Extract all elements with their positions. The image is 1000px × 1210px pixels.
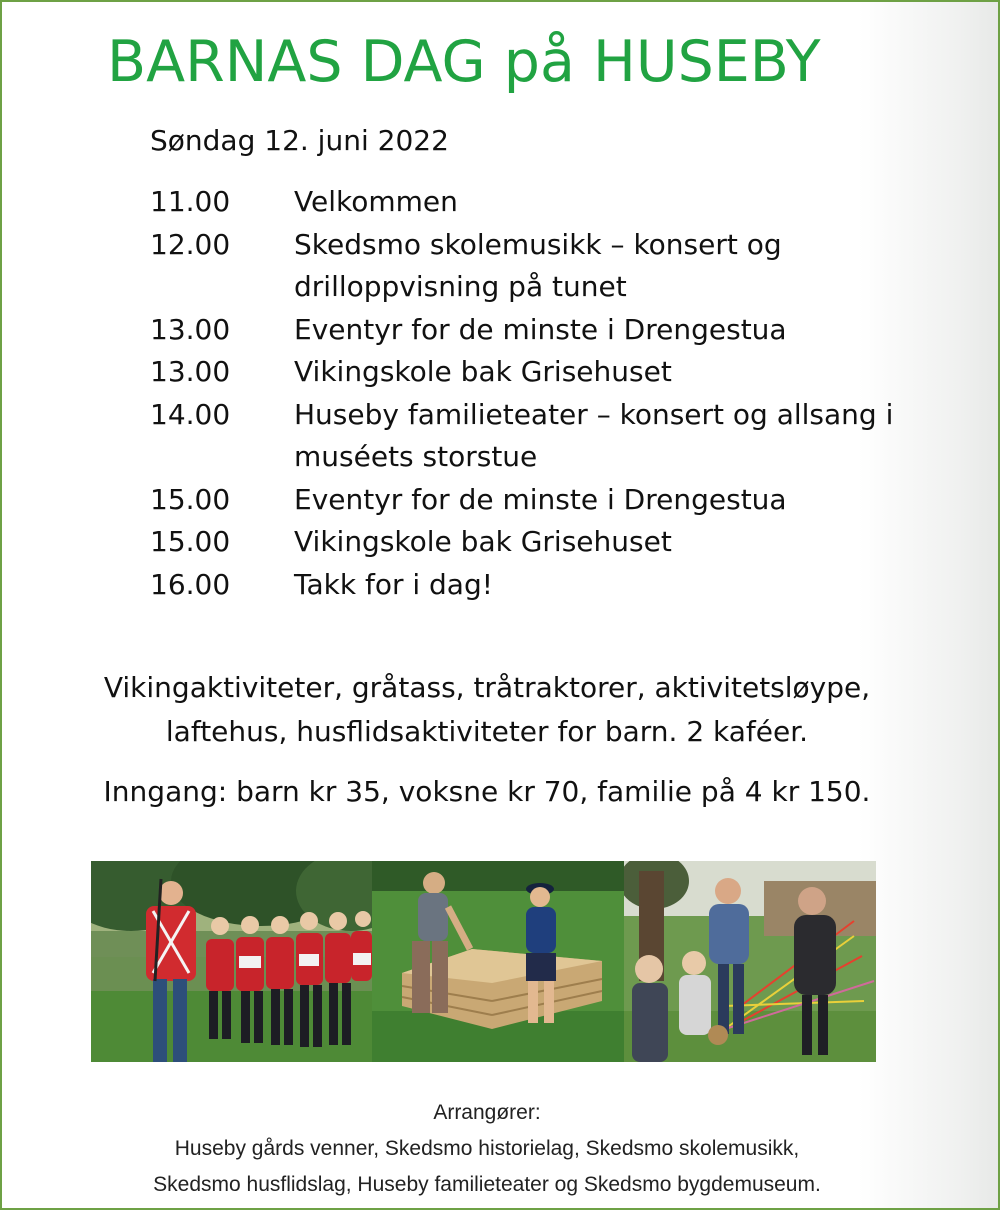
schedule-event-line: Eventyr for de minste i Drengestua	[294, 312, 787, 346]
entry-prices: Inngang: barn kr 35, voksne kr 70, familie på 4 kr 150.	[103, 775, 871, 808]
schedule-event	[294, 521, 930, 564]
schedule-event	[294, 224, 930, 309]
schedule-event-line: muséets storstue	[294, 440, 538, 473]
schedule-event-line: Velkommen	[294, 185, 458, 218]
photo-activity-yarn	[624, 861, 876, 1062]
schedule-row	[150, 479, 930, 522]
schedule-time: 12.00	[150, 227, 231, 261]
organizers-label: Arrangører:	[433, 1101, 541, 1124]
activities-line: laftehus, husflidsaktiviteter for barn. 2 kaféer.	[165, 715, 809, 748]
schedule-time: 15.00	[150, 525, 231, 558]
photo-school-band	[91, 861, 372, 1062]
schedule-time: 16.00	[150, 567, 231, 601]
event-date: Søndag 12. juni 2022	[150, 124, 449, 157]
schedule-time: 15.00	[150, 482, 231, 516]
schedule-time: 14.00	[150, 397, 231, 431]
activities-text	[2, 666, 972, 754]
schedule-list	[150, 181, 930, 606]
schedule-row	[150, 351, 930, 394]
activities-line: Vikingaktiviteter, gråtass, tråtraktorer, aktivitetsløype,	[103, 671, 871, 704]
schedule-event-line: drilloppvisning på tunet	[294, 270, 627, 303]
organizers-line: Huseby gårds venner, Skedsmo historielag, Skedsmo skolemusikk,	[174, 1137, 800, 1160]
schedule-row	[150, 224, 930, 309]
poster-title: BARNAS DAG på HUSEBY	[107, 29, 821, 95]
schedule-event-line: Eventyr for de minste i Drengestua	[294, 482, 787, 516]
schedule-event	[294, 181, 930, 224]
organizers	[2, 1095, 972, 1203]
schedule-row	[150, 309, 930, 352]
schedule-time: 11.00	[150, 185, 231, 218]
schedule-time: 13.00	[150, 355, 231, 388]
schedule-event	[294, 309, 930, 352]
schedule-event	[294, 394, 930, 479]
schedule-event-line: Takk for i dag!	[294, 567, 493, 601]
schedule-row	[150, 564, 930, 607]
photo-strip	[91, 861, 876, 1062]
schedule-row	[150, 521, 930, 564]
schedule-event-line: Huseby familieteater – konsert og allsang i	[294, 397, 894, 431]
schedule-event-line: Skedsmo skolemusikk – konsert og	[294, 227, 782, 261]
schedule-time: 13.00	[150, 312, 231, 346]
schedule-event	[294, 351, 930, 394]
schedule-event	[294, 479, 930, 522]
schedule-row	[150, 181, 930, 224]
schedule-event	[294, 564, 930, 607]
schedule-event-line: Vikingskole bak Grisehuset	[294, 355, 672, 388]
photo-viking-play	[372, 861, 624, 1062]
schedule-row	[150, 394, 930, 479]
organizers-line: Skedsmo husflidslag, Huseby familieteater og Skedsmo bygdemuseum.	[153, 1173, 821, 1196]
schedule-event-line: Vikingskole bak Grisehuset	[294, 525, 672, 558]
